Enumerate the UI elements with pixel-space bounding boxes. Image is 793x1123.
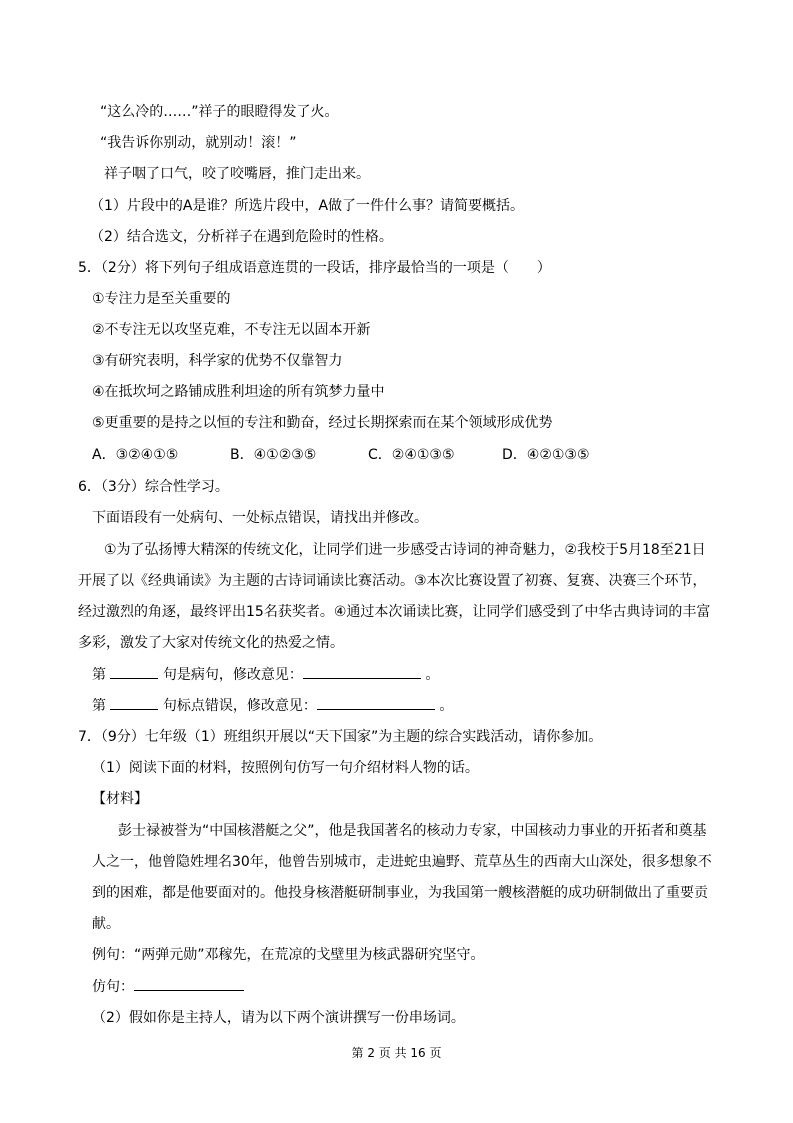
answer-2-prefix: 第	[92, 698, 106, 714]
question-7-stem: 7．（9分）七年级（1）班组织开展以“天下国家”为主题的综合实践活动，请你参加。	[78, 729, 603, 745]
answer-line-2	[92, 695, 453, 716]
question-5-stem: 5．（2分）将下列句子组成语意连贯的一段话，排序最恰当的一项是（ ）	[78, 260, 551, 276]
page-number-footer: 第 2 页 共 16 页	[351, 1046, 442, 1060]
material-label: 【材料】	[92, 791, 148, 807]
answer-blank[interactable]	[303, 664, 421, 679]
answer-1-middle: 句是病句，修改意见：	[162, 667, 303, 683]
question-5-item: ⑤更重要的是持之以恒的专注和勤奋，经过长期探索而在某个领域形成优势	[92, 415, 553, 431]
question-5-item: ②不专注无以攻坚克难，不专注无以固本开新	[92, 322, 371, 338]
question-5-item: ④在抵坎坷之路铺成胜利坦途的所有筑梦力量中	[92, 384, 385, 400]
passage-line-1: “这么冷的……”祥子的眼瞪得发了火。	[100, 104, 339, 120]
question-7-sub-2: （2）假如你是主持人，请为以下两个演讲撰写一份串场词。	[92, 1010, 465, 1026]
question-6-instruction: 下面语段有一处病句、一处标点错误，请找出并修改。	[92, 510, 428, 526]
answer-line-1	[92, 664, 439, 685]
material-line: 人之一，他曾隐姓埋名30年，他曾告别城市，走进蛇虫遍野、荒草丛生的西南大山深处，很多想象不	[92, 854, 712, 870]
answer-blank[interactable]	[317, 695, 435, 710]
option-b: B．④①②③⑤	[230, 447, 317, 463]
question-6-stem: 6．（3分）综合性学习。	[78, 479, 229, 495]
question-5-item: ③有研究表明，科学家的优势不仅靠智力	[92, 353, 343, 369]
imitate-blank[interactable]	[134, 976, 244, 991]
question-5-item: ①专注力是至关重要的	[92, 291, 231, 307]
example-sentence: 例句：“两弹元勋”邓稼先，在荒凉的戈壁里为核武器研究坚守。	[92, 947, 485, 963]
material-line: 献。	[92, 916, 120, 932]
question-7-sub-1: （1）阅读下面的材料，按照例句仿写一句介绍材料人物的话。	[92, 760, 479, 776]
answer-1-prefix: 第	[92, 667, 106, 683]
answer-blank[interactable]	[110, 664, 158, 679]
imitate-label: 仿句：	[92, 979, 134, 995]
material-line: 到的困难，都是他要面对的。他投身核潜艇研制事业，为我国第一艘核潜艇的成功研制做出了重要贡	[92, 885, 708, 901]
option-a: A．③②④①⑤	[92, 447, 179, 463]
answer-2-end: 。	[439, 698, 454, 714]
question-6-paragraph-line: 经过激烈的角逐，最终评出15名获奖者。④通过本次诵读比赛，让同学们感受到了中华古典诗词的丰富	[78, 604, 711, 620]
passage-line-3: 祥子咽了口气，咬了咬嘴唇，推门走出来。	[104, 166, 370, 182]
question-6-paragraph-line: ①为了弘扬博大精深的传统文化，让同学们进一步感受古诗词的神奇魅力，②我校于5月18至21日	[104, 542, 706, 558]
question-4-sub-2: （2）结合选文，分析祥子在遇到危险时的性格。	[90, 229, 393, 245]
answer-1-end: 。	[425, 667, 440, 683]
answer-blank[interactable]	[110, 695, 158, 710]
question-4-sub-1: （1）片段中的A是谁？所选片段中，A做了一件什么事？请简要概括。	[90, 198, 525, 214]
option-c: C．②④①③⑤	[368, 447, 455, 463]
option-d: D．④②①③⑤	[502, 447, 590, 463]
question-6-paragraph-line: 多彩，激发了大家对传统文化的热爱之情。	[78, 635, 344, 651]
passage-line-2: “我告诉你别动，就别动！滚！”	[100, 135, 297, 151]
imitate-line	[92, 976, 244, 997]
material-line: 彭士禄被誉为“中国核潜艇之父”，他是我国著名的核动力专家，中国核动力事业的开拓者和奠基	[118, 823, 707, 839]
question-6-paragraph-line: 开展了以《经典诵读》为主题的古诗词诵读比赛活动。③本次比赛设置了初赛、复赛、决赛三个环节，	[78, 573, 707, 589]
answer-2-middle: 句标点错误，修改意见：	[162, 698, 317, 714]
